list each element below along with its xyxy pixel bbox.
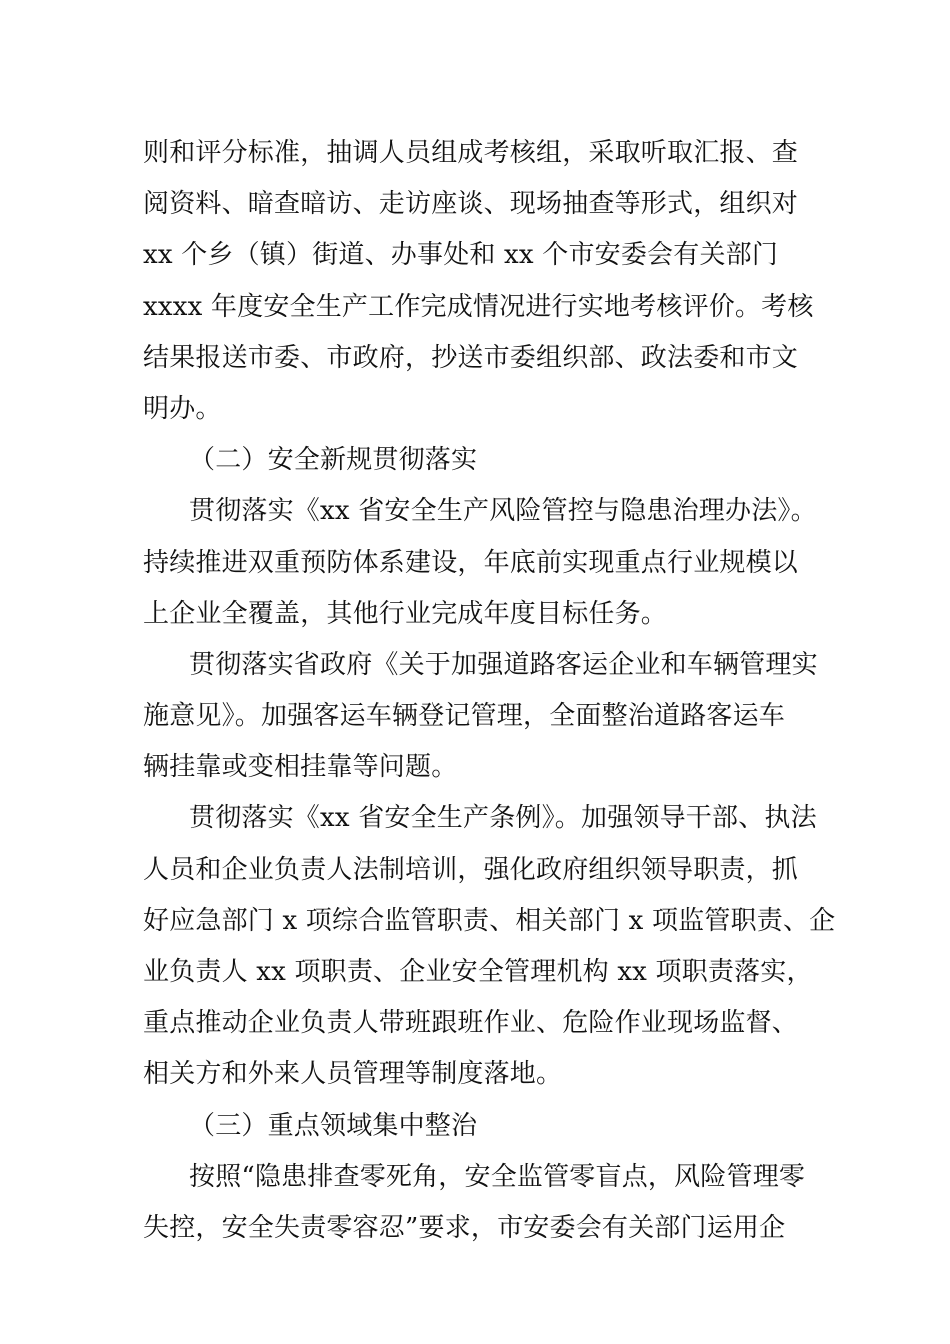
- text-line: 贯彻落实《xx 省安全生产风险管控与隐患治理办法》。: [189, 496, 817, 527]
- section-heading: （二）安全新规贯彻落实: [189, 445, 478, 476]
- text-line: 持续推进双重预防体系建设，年底前实现重点行业规模以: [143, 547, 799, 578]
- text-line: xx 个乡（镇）街道、办事处和 xx 个市安委会有关部门: [143, 240, 779, 271]
- text-line: 相关方和外来人员管理等制度落地。: [143, 1059, 563, 1090]
- text-line: 辆挂靠或变相挂靠等问题。: [143, 752, 458, 783]
- text-line: 阅资料、暗查暗访、走访座谈、现场抽查等形式，组织对: [143, 189, 799, 220]
- text-line: 人员和企业负责人法制培训，强化政府组织领导职责，抓: [143, 854, 799, 885]
- text-line: 好应急部门 x 项综合监管职责、相关部门 x 项监管职责、企: [143, 905, 836, 936]
- text-line: 贯彻落实《xx 省安全生产条例》。加强领导干部、执法: [189, 803, 817, 834]
- text-line: 业负责人 xx 项职责、企业安全管理机构 xx 项职责落实，: [143, 957, 813, 987]
- text-line: 重点推动企业负责人带班跟班作业、危险作业现场监督、: [143, 1008, 799, 1039]
- document-body: [143, 128, 836, 1254]
- text-line: 明办。: [143, 393, 222, 424]
- text-line: 失控，安全失责零容忍”要求，市安委会有关部门运用企: [143, 1212, 786, 1243]
- text-line: 贯彻落实省政府《关于加强道路客运企业和车辆管理实: [189, 649, 818, 680]
- text-line: 结果报送市委、市政府，抄送市委组织部、政法委和市文: [143, 342, 799, 373]
- text-line: xxxx 年度安全生产工作完成情况进行实地考核评价。考核: [143, 291, 814, 322]
- text-line: 施意见》。加强客运车辆登记管理，全面整治道路客运车: [143, 701, 786, 732]
- text-line: 则和评分标准，抽调人员组成考核组，采取听取汇报、查: [143, 138, 799, 168]
- section-heading: （三）重点领域集中整治: [189, 1110, 478, 1141]
- text-line: 上企业全覆盖，其他行业完成年度目标任务。: [143, 598, 668, 629]
- text-line: 按照“隐患排查零死角，安全监管零盲点，风险管理零: [189, 1161, 806, 1192]
